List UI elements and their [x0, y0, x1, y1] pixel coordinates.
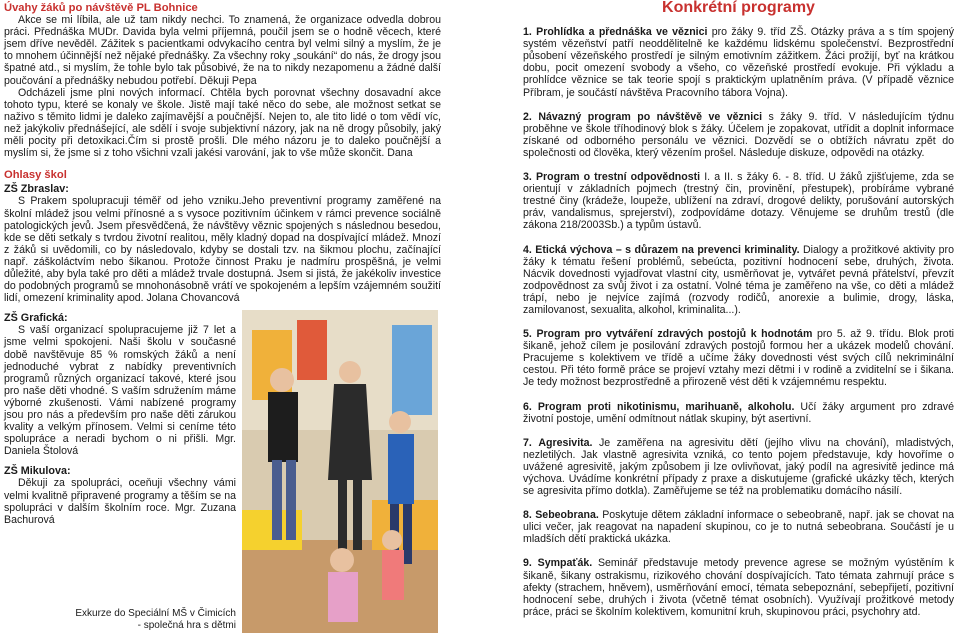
zs-zbraslav-block [4, 183, 441, 304]
zs-graficka-heading: ZŠ Grafická: [4, 312, 68, 325]
program-text: pro 5. až 9. třídu. Blok proti šikaně, jehož cílem je posilování zdravých postojů formou her a ukázek modelů chování. Pracujeme s kolektivem ve třídě a učíme žáky dovednosti vést svých cílů nekriminální cestou. Při této formě práce se projeví vztahy mezi dětmi i v rodině a zviditelní se i šikana. Je tedy možnost bezprostředně a přirozeně vést děti k vzájemnému respektu. [523, 328, 954, 389]
program-item [523, 328, 954, 388]
program-text: Seminář představuje metody prevence agrese se možným vyústěním k šikaně, šikany ostrakismu, rizikového chování dospívajících. Tato témata zahrnují práce s afekty (strachem, hněvem), usměrňování emocí, témata sebepoznání, sebepřijetí, pozitivní hodnocení sebe, druhých i života (včetně témat osobních). Využívají prožitkové metody práce, práci se školním kolektivem, komunitní kruh, skupinovou práci, psychohry atd. [523, 557, 954, 618]
program-number: 4. [523, 243, 532, 256]
program-heading: Návazný program po návštěvě ve věznici [538, 110, 763, 123]
program-item [523, 437, 954, 497]
program-heading: Sebeobrana. [535, 509, 599, 522]
zs-graficka-block [4, 312, 236, 457]
program-text: Dialogy a prožitkové aktivity pro žáky k tématu řešení problémů, sebeúcta, pozitivní hodnocení sebe, druhých, života. Nácvik dovednosti vyjadřovat vlastní city, usměrňovat je, vytvářet pevná přátelství, převzít zodpovědnost za svůj život i za ostatní. Volné téma je zaměřeno na vše, co děti a mládež trápí, nebo je nejvíce zajímá (rozvody rodičů, anorexie a bulimie, drogy, láska, zamilovanost, sexualita, alkohol, kriminalita...). [523, 243, 954, 316]
zs-mikulova-block [4, 465, 236, 525]
photo-caption [40, 608, 236, 632]
program-text: Poskytuje dětem základní informace o sebeobraně, např. jak se chovat na ulici večer, jak reagovat na napadení skupinou, co je to nutná sebeobrana. Součástí je u mladších dětí praktická ukázka. [523, 509, 954, 546]
program-heading: Etická výchova – s důrazem na prevenci kriminality. [535, 243, 800, 256]
program-item [523, 401, 954, 425]
excursion-photo [242, 310, 438, 633]
program-text: pro žáky 9. tříd ZŠ. Otázky práva a s tím spojený systém vězeňství patří neoddělitelně ke každému lidskému společenství. Bezprostřední působení vězeňského prostředí je silným emotivním zážitkem. Žáci prožijí, byť na krátkou dobu, pocit omezení svobody a všeho, co vězeňské prostředí evokuje. Při výkladu a prohlídce věznice se tak teorie spojí s praktickým uplatněním práva. (V případě věznice Příbram, je součástí návštěva Pracovního tábora Vojna). [523, 26, 954, 99]
right-column [523, 0, 954, 630]
program-item [523, 111, 954, 159]
program-heading: Prohlídka a přednáška ve věznici [536, 26, 708, 39]
program-item [523, 557, 954, 617]
program-heading: Program o trestní odpovědnosti [535, 171, 701, 184]
zs-mikulova-text: Děkuji za spolupráci, oceňuji všechny vámi velmi kvalitně připravené programy a těším se na spolupráci v dalším školním roce. Mgr. Zuzana Bachurová [4, 477, 236, 526]
program-item [523, 171, 954, 231]
zs-mikulova-heading: ZŠ Mikulova: [4, 465, 71, 478]
program-heading: Program proti nikotinismu, marihuaně, alkoholu. [537, 400, 795, 413]
program-number: 3. [523, 171, 532, 184]
program-text: Učí žáky argument pro zdravé životní postoje, umění odmítnout nátlak skupiny, být asertivní. [523, 400, 954, 425]
zs-graficka-text: S vaší organizací spolupracujeme již 7 let a jsme velmi spokojeni. Naši školu v současné době navštěvuje 85 % romských žáků a není jednoduché vybrat z nabídky preventivních programů různých organizací takové, které jsou pro naše děti vhodné. S vaším sdružením máme výborné zkušenosti. Vámi nabízené programy jsou pro nás a především pro naše děti zárukou kvality a velkým přínosem. Velmi si ceníme této spolupráce a neradi bychom o ni přišli. Mgr. Daniela Štolová [4, 324, 236, 458]
photo-caption-line-1: Exkurze do Speciální MŠ v Čimicích [75, 608, 236, 619]
program-item [523, 244, 954, 317]
program-number: 1. [523, 26, 532, 39]
program-text: s žáky 9. tříd. V následujícím týdnu proběhne ve škole tříhodinový blok s žáky. Účelem je zopakovat, utřídit a doplnit informace získané od odborného personálu ve věznici. Dozvědí se o obtížích návratu zpět do společnosti od člověka, který vězením prošel. Následuje diskuze, odpovědi na otázky. [523, 110, 954, 159]
program-text: I. a II. s žáky 6. - 8. tříd. U žáků zjišťujeme, zda se orientují v základních pojmech (trestný čin, provinění, přestupek), probíráme vybrané trestné činy (krádeže, loupeže, ublížení na zdraví, drogové delikty, porušování autorských práv, vandalismus, sprejerství), zodpovídáme dotazy. Věnujeme se druhům trestů (dle zákona 218/2003Sb.) a typům ústavů. [523, 171, 954, 232]
photo-caption-line-2: - společná hra s dětmi [137, 620, 236, 631]
program-item [523, 26, 954, 99]
programs-title: Konkrétní programy [662, 0, 815, 16]
photo-illustration [242, 310, 438, 633]
section-title-schools: Ohlasy škol [4, 169, 67, 182]
program-heading: Agresivita. [538, 436, 593, 449]
zs-zbraslav-heading: ZŠ Zbraslav: [4, 183, 69, 196]
program-number: 9. [523, 557, 532, 570]
program-item [523, 509, 954, 545]
program-number: 6. [523, 400, 532, 413]
program-heading: Sympaťák. [537, 557, 593, 570]
program-number: 8. [523, 509, 532, 522]
zs-zbraslav-text: S Prakem spolupracuji téměř od jeho vzniku.Jeho preventivní programy zaměřené na školní mládež jsou velmi přínosné a s vysoce pozitivním účinkem v rámci prevence sociálně patologických jevů. Jsem přesvědčená, že návštěvy věznic spojených s následnou besedou, kde se děti setkaly s tvrdou životní realitou, měly kladný dopad na dospívající mládež. Mnozí z žáků si uvědomili, co by následovalo, kdyby se dostali tzv. na šikmou plochu, začínající např. záškoláctvím nebo šikanou. Protože činnost Praku je nadmíru prospěšná, je velmi důležité, aby byla také pro děti a mládež trvale dostupná. Jsem si jistá, že jakékoliv investice do podobných programů se mnohonásobně vrátí ve spokojeném a lepším vzájemném soužití lidí, omezení kriminality apod. Jolana Chovancová [4, 195, 441, 305]
program-number: 2. [523, 110, 532, 123]
student-reflection-2: Odcházeli jsme plni nových informací. Chtěla bych porovnat všechny dosavadní akce tohoto typu, které se konaly ve škole. Jistě mají také něco do sebe, ale možnost setkat se naživo s těmito lidmi je daleko zajímavější a poučnější. Nejen to, ale tito lidé o tom vědí víc, než jakýkoliv přednášející, ale sdělí i svoje subjektivní názory, jak na ně drogy působily, jaký měli pocity při detoxikaci.Čím si prostě prošli. Dle mého názoru je to daleko poučnější a myslím si, že jsme si z toho všichni vzali jakési varování, jak to vše může skončit. Dana [4, 86, 441, 160]
student-reflection-1: Akce se mi líbila, ale už tam nikdy nechci. To znamená, že organizace odvedla dobrou práci. Přednáška MUDr. Davida byla velmi příjemná, poučil jsem se o hodně věcech, které jsem dříve nevěděl. Zážitek s pacientkami odvykacího centra byl velmi silný a myslím, že je to mnohem účinnější než nějaké přednášky. Za všechny roky „soukání“ do nás, že drogy jsou špatné atd., si myslím, že tohle bylo tak působivé, že na to nikdy nezapomenu a žádné další poučování a přednášky nebudou potřebí. Děkuji Pepa [4, 14, 441, 87]
program-text: Je zaměřena na agresivitu dětí (jejího vlivu na chování), mladistvých, nezletilých. Jak vlastně agresivita vzniká, co tento pojem představuje, kdy hovoříme o uvážené agresivitě, jakým způsobem ji lze ovlivňovat, jaký podíl na agresivitě jedince má výchova. Uvádíme konkrétní případy z praxe a diskutujeme (grafické ukázky těch, kterých se agresivita přímo dotkla). Zaměřujeme se též na problematiku domácího násilí. [523, 436, 954, 498]
program-heading: Program pro vytváření zdravých postojů k hodnotám [536, 328, 813, 341]
program-number: 5. [523, 328, 532, 341]
article-title: Úvahy žáků po návštěvě PL Bohnice [4, 2, 198, 14]
program-number: 7. [523, 436, 532, 449]
